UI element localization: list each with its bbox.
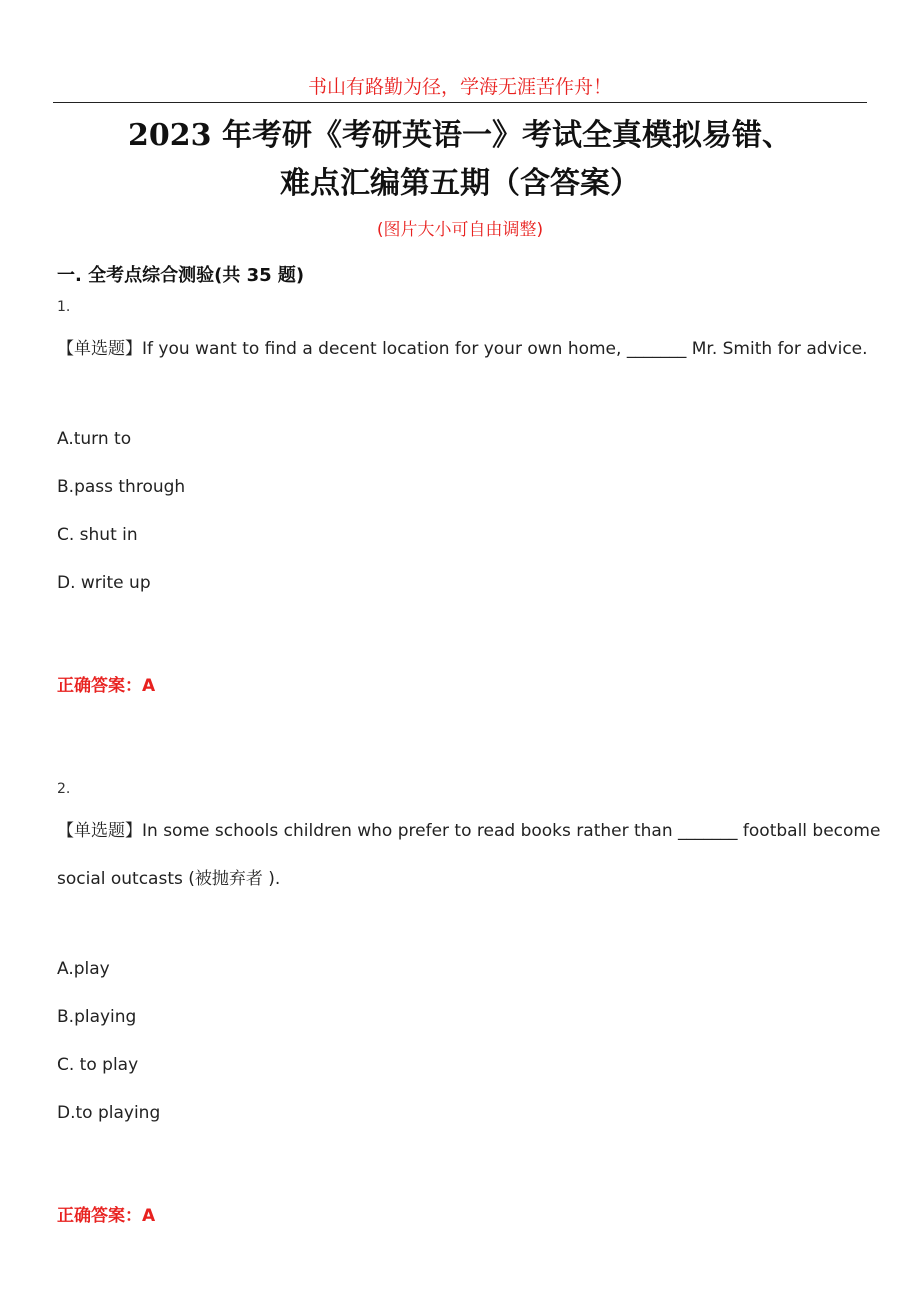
question-1-option-b: B.pass through (57, 477, 186, 497)
question-2-option-d: D.to playing (57, 1103, 161, 1123)
section-heading: 一. 全考点综合测验(共 35 题) (57, 265, 305, 286)
question-1-stem: 【单选题】If you want to find a decent location for your own home, _______ Mr. Smith for advice. (57, 339, 868, 359)
question-2-option-c: C. to play (57, 1055, 139, 1075)
header-divider (53, 102, 867, 103)
header-motto: 书山有路勤为径，学海无涯苦作舟！ (307, 76, 612, 98)
question-2-stem-line-2: social outcasts (被抛弃者 ). (57, 869, 281, 889)
question-2-stem-line-1: 【单选题】In some schools children who prefer to read books rather than _______ football become (57, 821, 881, 841)
image-resize-note: (图片大小可自由调整) (376, 220, 544, 240)
question-2-option-a: A.play (57, 959, 110, 979)
question-2-number: 2. (57, 781, 71, 797)
document-title-line-1: 2023 年考研《考研英语一》考试全真模拟易错、 (128, 118, 792, 153)
question-1-option-d: D. write up (57, 573, 151, 593)
question-2-option-b: B.playing (57, 1007, 137, 1027)
question-1-option-c: C. shut in (57, 525, 138, 545)
question-1-option-a: A.turn to (57, 429, 132, 449)
question-2-answer: 正确答案：A (57, 1206, 156, 1226)
question-1-number: 1. (57, 299, 71, 315)
question-1-answer: 正确答案：A (57, 676, 156, 696)
document-title-line-2: 难点汇编第五期（含答案） (280, 166, 640, 201)
